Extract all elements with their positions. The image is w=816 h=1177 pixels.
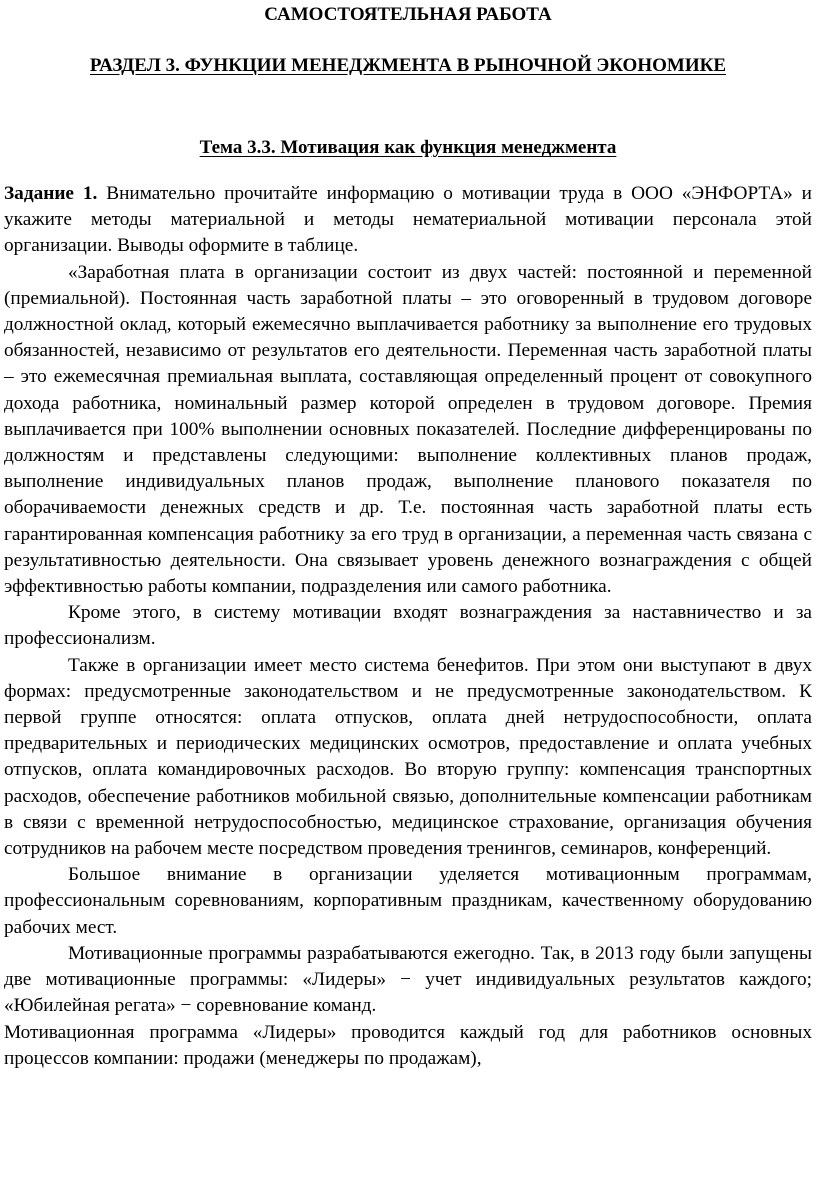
paragraph-programs-annual: Мотивационные программы разрабатываются ежегодно. Так, в 2013 году были запущены две мотивационные программы: «Лидеры» − учет индивидуальных результатов каждого; «Юбилейная регата» − соревнование команд. <box>4 942 812 1017</box>
section-heading: РАЗДЕЛ 3. ФУНКЦИИ МЕНЕДЖМЕНТА В РЫНОЧНОЙ ЭКОНОМИКЕ <box>89 55 727 76</box>
paragraph-rewards: Кроме этого, в систему мотивации входят вознаграждения за наставничество и за профессионализм. <box>4 602 812 650</box>
task-label: Задание 1. <box>4 183 98 204</box>
paragraph-salary: «Заработная плата в организации состоит из двух частей: постоянной и переменной (премиальной). Постоянная часть заработной платы – это оговоренный в трудовом договоре должностной оклад, который ежемесячно выплачивается работнику за выполнение его трудовых обязанностей, независимо от результатов его деятельности. Переменная часть заработной платы – это ежемесячная премиальная выплата, составляющая определенный процент от совокупного дохода работника, номинальный размер которой определен в трудовом договоре. Премия выплачивается при 100% выполнении основных показателей. Последние дифференцированы по должностям и представлены следующими: выполнение коллективных планов продаж, выполнение индивидуальных планов продаж, выполнение планового показателя по оборачиваемости денежных средств и др. Т.е. постоянная часть заработной платы есть гарантированная компенсация работнику за его труд в организации, а переменная часть связана с результативностью деятельности. Она связывает уровень денежного вознаграждения с общей эффективностью работы компании, подразделения или самого работника. <box>4 261 812 598</box>
task-paragraph <box>4 181 812 260</box>
task-text: Внимательно прочитайте информацию о мотивации труда в ООО «ЭНФОРТА» и укажите методы материальной и методы нематериальной мотивации персонала этой организации. Выводы оформите в таблице. <box>4 183 812 257</box>
paragraph-benefits: Также в организации имеет место система бенефитов. При этом они выступают в двух формах: предусмотренные законодательством и не предусмотренные законодательством. К первой группе относятся: оплата отпусков, оплата дней нетрудоспособности, оплата предварительных и периодических медицинских осмотров, предоставление и оплата учебных отпусков, оплата командировочных расходов. Во вторую группу: компенсация транспортных расходов, обеспечение работников мобильной связью, дополнительные компенсации работникам в связи с временной нетрудоспособностью, медицинское страхование, организация обучения сотрудников на рабочем месте посредством проведения тренингов, семинаров, конференций. <box>4 654 812 860</box>
document-title: САМОСТОЯТЕЛЬНАЯ РАБОТА <box>264 4 552 25</box>
topic-heading: Тема 3.3. Мотивация как функция менеджмента <box>199 137 617 158</box>
paragraph-programs-attention: Большое внимание в организации уделяется мотивационным программам, профессиональным соревнованиям, корпоративным праздникам, качественному оборудованию рабочих мест. <box>4 864 812 938</box>
paragraph-leaders-program: Мотивационная программа «Лидеры» проводится каждый год для работников основных процессов компании: продажи (менеджеры по продажам), <box>4 1021 812 1069</box>
document-body <box>4 181 812 1072</box>
